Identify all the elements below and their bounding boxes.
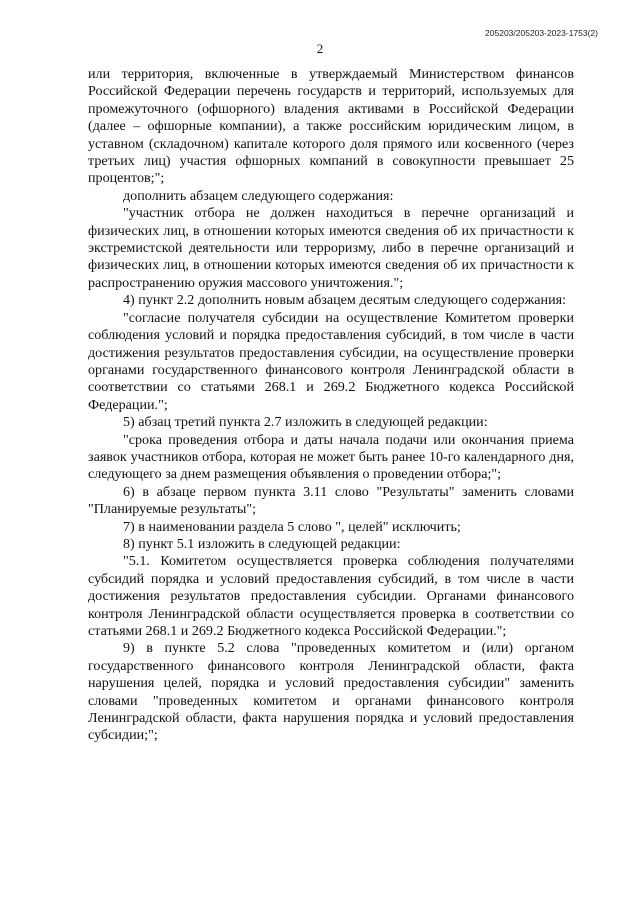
paragraph-add-clause: дополнить абзацем следующего содержания: [123, 187, 394, 204]
paragraph-quote-deadline: "срока проведения отбора и даты начала подачи или окончания приема заявок участников отбора, которая не может быть ранее 10-го календарного дня, следующего за днем размещения объявления о проведении отбора;"; [88, 431, 574, 483]
document-id: 205203/205203-2023-1753(2) [485, 28, 598, 38]
paragraph-item-4: 4) пункт 2.2 дополнить новым абзацем десятым следующего содержания: [123, 292, 567, 309]
paragraph-quote-extremism: "участник отбора не должен находиться в перечне организаций и физических лиц, в отношении которых имеются сведения об их причастности к экстремистской деятельности или терроризму, либо в перечне организаций и физических лиц, в отношении которых имеются сведения об их причастности к распространению оружия массового уничтожения."; [88, 205, 574, 291]
paragraph-item-9: 9) в пункте 5.2 слова "проведенных комитетом и (или) органом государственного финансового контроля Ленинградской области, факта нарушения целей, порядка и условий предоставления субсидии" заменить словами "проведенных комитетом и органами финансового контроля Ленинградской области, факта нарушения порядка и условий предоставления субсидии;"; [88, 640, 574, 744]
paragraph-quote-consent: "согласие получателя субсидии на осуществление Комитетом проверки соблюдения условий и порядка предоставления субсидий, в том числе в части достижения результатов предоставления субсидии, на осуществление проверки органами государственного финансового контроля Ленинградской области в соответствии со статьями 268.1 и 269.2 Бюджетного кодекса Российской Федерации."; [88, 309, 574, 413]
paragraph-item-8: 8) пункт 5.1 изложить в следующей редакции: [123, 535, 401, 552]
paragraph-continuation: или территория, включенные в утверждаемый Министерством финансов Российской Федерации перечень государств и территорий, используемых для промежуточного (офшорного) владения активами в Российской Федерации (далее – офшорные компании), а также российским юридическим лицом, в уставном (складочном) капитале которого доля прямого или косвенного (через третьих лиц) участия офшорных компаний в совокупности превышает 25 процентов;"; [88, 66, 574, 187]
paragraph-item-7: 7) в наименовании раздела 5 слово ", целей" исключить; [123, 518, 461, 535]
page-number: 2 [316, 41, 324, 56]
paragraph-item-6: 6) в абзаце первом пункта 3.11 слово "Результаты" заменить словами "Планируемые результаты"; [88, 483, 574, 518]
paragraph-item-5: 5) абзац третий пункта 2.7 изложить в следующей редакции: [123, 414, 488, 431]
paragraph-quote-5-1: "5.1. Комитетом осуществляется проверка соблюдения получателями субсидий порядка и условий предоставления субсидий, в том числе в части достижения результатов предоставления субсидии. Органами финансового контроля Ленинградской области осуществляется проверка в соответствии со статьями 268.1 и 269.2 Бюджетного кодекса Российской Федерации."; [88, 553, 574, 639]
document-body [88, 66, 574, 745]
